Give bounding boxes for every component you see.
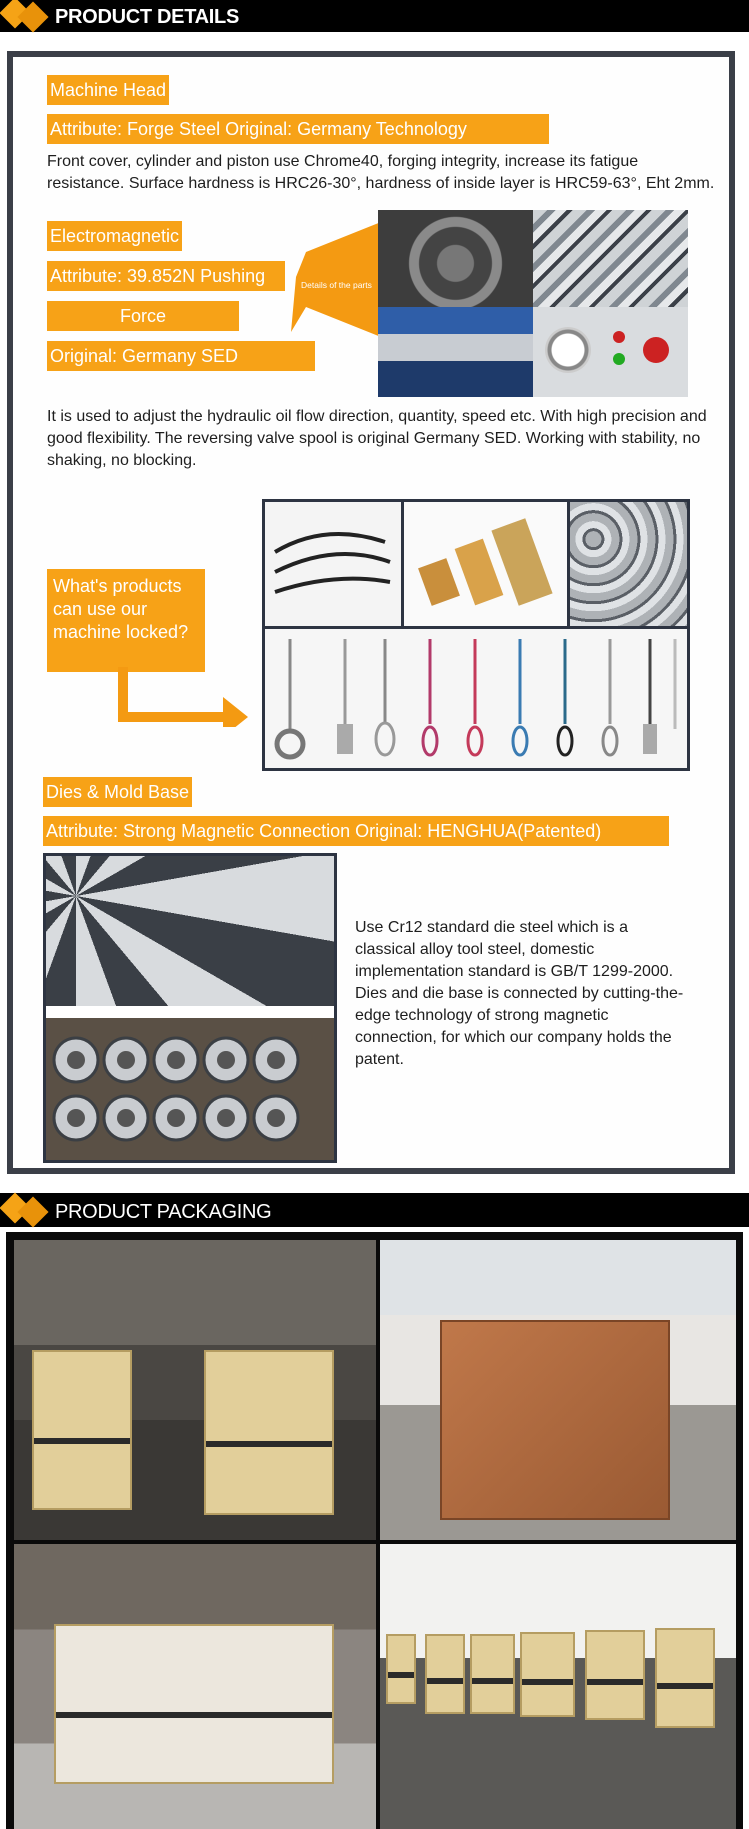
- fittings-photo: [404, 502, 567, 626]
- packaging-photo-3: [14, 1544, 376, 1829]
- product-packaging-header: [0, 1193, 749, 1227]
- valve-photo: [378, 307, 533, 397]
- electromagnetic-description: It is used to adjust the hydraulic oil flow direction, quantity, speed etc. With high precision and good flexibility. The reversing valve spool is original Germany SED. Working with stability, no shaking, no blocking.: [47, 408, 707, 469]
- electromagnetic-original: Original: Germany SED: [47, 341, 315, 371]
- pointer-arrow: [113, 667, 253, 727]
- callout-label: Details of the parts: [301, 280, 372, 290]
- machine-head-photo: [378, 210, 533, 307]
- dies-attribute: Attribute: Strong Magnetic Connection Original: HENGHUA(Patented): [43, 816, 669, 846]
- mold-base-photo: [46, 1018, 334, 1160]
- dies-parts-photo: [533, 210, 688, 307]
- dies-gallery: [43, 853, 337, 1163]
- section-title: PRODUCT DETAILS: [55, 6, 240, 28]
- hoses-photo: [265, 502, 401, 626]
- machine-head-attribute: Attribute: Forge Steel Original: Germany Technology: [47, 114, 549, 144]
- electromagnetic-attribute: Attribute: 39.852N Pushing: [47, 261, 285, 291]
- product-details-header: [0, 0, 749, 32]
- products-question: What's products can use our machine locked?: [47, 569, 205, 672]
- section-title: PRODUCT PACKAGING: [55, 1201, 272, 1223]
- dies-label: Dies & Mold Base: [43, 777, 192, 807]
- callout-arrow: [291, 212, 391, 342]
- products-gallery: [262, 499, 690, 771]
- packaging-photo-1: [14, 1240, 376, 1540]
- sleeves-photo: [570, 502, 687, 626]
- control-panel-photo: [533, 307, 688, 397]
- electromagnetic-label: Electromagnetic: [47, 221, 182, 251]
- electromagnetic-attribute-cont: Force: [47, 301, 239, 331]
- packaging-gallery: [6, 1232, 743, 1829]
- machine-head-label: Machine Head: [47, 75, 169, 105]
- wire-ropes-photo: [265, 629, 687, 768]
- packaging-photo-2: [380, 1240, 736, 1540]
- product-details-panel: [7, 51, 735, 1174]
- packaging-photo-4: [380, 1544, 736, 1829]
- dies-description: Use Cr12 standard die steel which is a classical alloy tool steel, domestic implementation standard is GB/T 1299-2000. Dies and die base is connected by cutting-the-edge technology of strong magnetic connection, for which our company holds the patent.: [355, 919, 684, 1068]
- dies-photo: [46, 856, 334, 1006]
- machine-head-description: Front cover, cylinder and piston use Chrome40, forging integrity, increase its fatigue resistance. Surface hardness is HRC26-30°, hardness of inside layer is HRC59-63°, Eht 2mm.: [47, 153, 715, 192]
